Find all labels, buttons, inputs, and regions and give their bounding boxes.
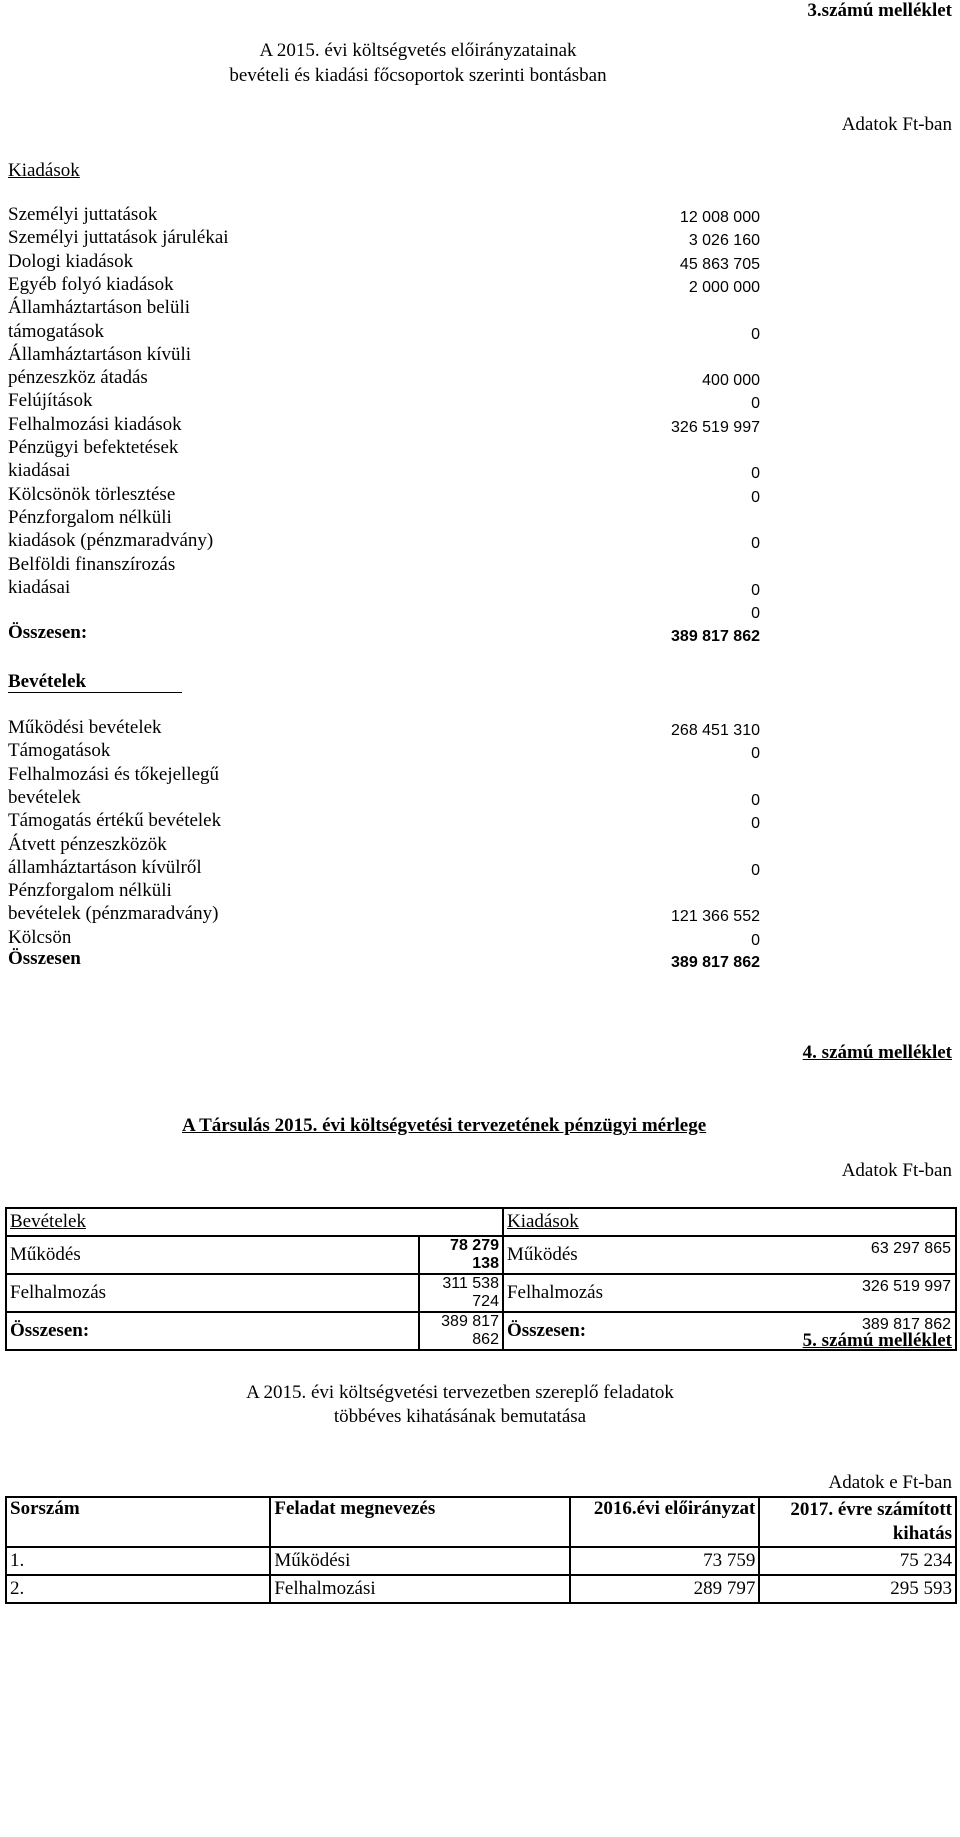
multiyear-cell-y2017: 295 593 (759, 1575, 956, 1603)
annex3-title-line2: bevételi és kiadási főcsoportok szerinti bontásban (229, 65, 607, 86)
expenses-heading: Kiadások (8, 160, 80, 181)
row-value: 45 863 705 (679, 255, 760, 273)
multiyear-table (5, 1496, 957, 1604)
balance-expense-label (503, 1274, 956, 1312)
multiyear-cell-no: 1. (6, 1547, 270, 1575)
revenues-heading: Bevételek (8, 672, 182, 693)
row-label-line: Egyéb folyó kiadások (8, 273, 174, 295)
row-value: 0 (751, 488, 760, 506)
balance-expense-label-text: Összesen: (506, 1320, 587, 1341)
row-value: 0 (751, 745, 760, 763)
balance-revenue-value: 311 538 724 (419, 1274, 503, 1312)
row-label-line: Kölcsön (8, 926, 72, 948)
balance-expense-value: 389 817 862 (862, 1316, 951, 1333)
revenues-total-label: Összesen (8, 948, 81, 969)
row-label-line: Támogatás értékű bevételek (8, 810, 222, 832)
row-label-line: Személyi juttatások járulékai (8, 227, 229, 249)
row-label-line: bevételek (pénzmaradvány) (8, 903, 219, 925)
balance-expense-value: 63 297 865 (870, 1240, 951, 1257)
annex5-label: 5. számú melléklet (802, 1330, 952, 1351)
row-value: 121 366 552 (671, 908, 760, 926)
row-value: 268 451 310 (671, 722, 760, 739)
row-value: 12 008 000 (679, 209, 760, 226)
row-label-line: Személyi juttatások (8, 204, 158, 225)
row-label-line: Felújítások (8, 390, 93, 412)
balance-revenue-value: 78 279 138 (419, 1236, 503, 1274)
multiyear-cell-name: Működési (270, 1547, 569, 1575)
balance-revenue-label: Összesen: (6, 1312, 419, 1350)
row-label-line: államháztartáson kívülről (8, 856, 202, 878)
header-sorszam: Sorszám (6, 1497, 270, 1547)
balance-revenue-label: Működés (6, 1236, 419, 1274)
expenses-total-value: 389 817 862 (671, 628, 760, 645)
row-label-line: Pénzforgalom nélküli (8, 506, 172, 528)
header-2017-line1: 2017. évre számított (790, 1499, 952, 1520)
row-value: 0 (751, 931, 760, 949)
row-label-line: Államháztartáson belüli (8, 297, 191, 319)
row-value: 0 (751, 791, 760, 809)
multiyear-cell-name: Felhalmozási (270, 1575, 569, 1603)
row-value: 3 026 160 (688, 232, 760, 250)
expenses-total-label: Összesen: (8, 622, 88, 643)
row-label-line: kiadásai (8, 576, 71, 598)
row-label-line: pénzeszköz átadás (8, 367, 148, 389)
balance-expense-value: 326 519 997 (862, 1278, 951, 1295)
row-label-line: Belföldi finanszírozás (8, 553, 176, 575)
balance-expense-label-text: Felhalmozás (506, 1282, 604, 1303)
row-value: 0 (751, 465, 760, 483)
multiyear-cell-y2017: 75 234 (759, 1547, 956, 1575)
row-value: 0 (751, 581, 760, 599)
header-feladat: Feladat megnevezés (270, 1497, 569, 1547)
header-2017-line2: kihatás (892, 1523, 952, 1544)
header-2016: 2016.évi előirányzat (570, 1497, 760, 1547)
revenues-total-value: 389 817 862 (671, 954, 760, 971)
multiyear-cell-no: 2. (6, 1575, 270, 1603)
row-value: 0 (751, 861, 760, 879)
row-value: 0 (751, 605, 760, 623)
row-label-line: támogatások (8, 320, 105, 342)
balance-row (6, 1236, 956, 1274)
annex4-label: 4. számú melléklet (802, 1042, 952, 1063)
balance-row (6, 1274, 956, 1312)
row-label-line: Pénzügyi befektetések (8, 437, 179, 458)
balance-expense-header: Kiadások (506, 1211, 579, 1232)
annex3-label: 3.számú melléklet (807, 0, 952, 21)
multiyear-cell-y2016: 289 797 (570, 1575, 760, 1603)
row-label-line: Átvett pénzeszközök (8, 833, 167, 855)
row-label-line: Támogatások (8, 740, 111, 762)
row-label-line: Pénzforgalom nélküli (8, 880, 172, 902)
annex5-title-line2: többéves kihatásának bemutatása (333, 1406, 587, 1427)
row-label-line: Felhalmozási kiadások (8, 413, 182, 435)
balance-expense-label (503, 1236, 956, 1274)
header-2017 (759, 1497, 956, 1547)
row-label-line: bevételek (8, 786, 81, 808)
row-label-line: Kölcsönök törlesztése (8, 483, 176, 505)
row-label-line: Felhalmozási és tőkejellegű (8, 763, 220, 785)
annex5-unit: Adatok e Ft-ban (828, 1472, 952, 1493)
row-value: 400 000 (702, 372, 760, 390)
row-value: 0 (751, 535, 760, 553)
row-value: 326 519 997 (671, 418, 760, 436)
row-value: 0 (751, 395, 760, 413)
annex3-unit: Adatok Ft-ban (841, 114, 952, 135)
balance-revenue-value: 389 817 862 (419, 1312, 503, 1350)
annex4-unit: Adatok Ft-ban (841, 1160, 952, 1181)
row-value: 0 (751, 325, 760, 343)
multiyear-header-row (6, 1497, 956, 1547)
balance-expense-label-text: Működés (506, 1244, 578, 1265)
multiyear-cell-y2016: 73 759 (570, 1547, 760, 1575)
balance-header-row (6, 1208, 956, 1236)
row-value: 0 (751, 815, 760, 833)
multiyear-row (6, 1547, 956, 1575)
row-label-line: kiadásai (8, 460, 71, 482)
multiyear-body (6, 1547, 956, 1603)
row-label-line: Államháztartáson kívüli (8, 343, 192, 365)
annex4-title: A Társulás 2015. évi költségvetési tervezetének pénzügyi mérlege (182, 1115, 707, 1136)
row-label-line: kiadások (pénzmaradvány) (8, 530, 214, 552)
multiyear-row (6, 1575, 956, 1603)
annex5-title-line1: A 2015. évi költségvetési tervezetben szereplő feladatok (246, 1382, 674, 1403)
annex3-title-line1: A 2015. évi költségvetés előirányzatainak (259, 40, 577, 61)
row-value: 2 000 000 (688, 278, 760, 296)
row-label-line: Dologi kiadások (8, 250, 134, 272)
balance-revenue-label: Felhalmozás (6, 1274, 419, 1312)
balance-revenue-header: Bevételek (10, 1211, 86, 1232)
row-label-line: Működési bevételek (8, 717, 162, 738)
